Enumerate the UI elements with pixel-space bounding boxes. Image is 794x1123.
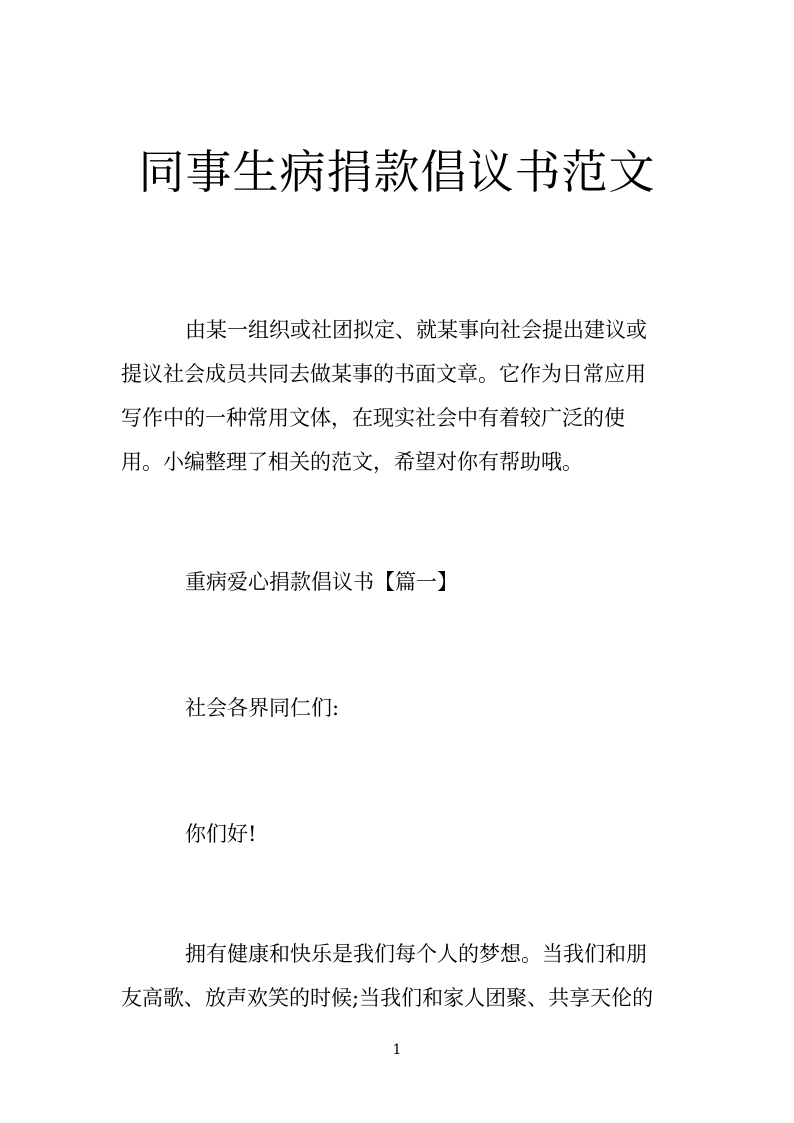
greeting: 你们好!	[185, 822, 257, 846]
section-heading: 重病爱心捐款倡议书【篇一】	[185, 570, 458, 594]
salutation: 社会各界同仁们:	[185, 696, 340, 720]
intro-paragraph: 由某一组织或社团拟定、就某事向社会提出建议或提议社会成员共同去做某事的书面文章。它作为日常应用写作中的一种常用文体，在现实社会中有着较广泛的使用。小编整理了相关的范文，希望对你有帮助哦。	[121, 318, 647, 474]
document-title: 同事生病捐款倡议书范文	[138, 145, 656, 199]
body-paragraph: 拥有健康和快乐是我们每个人的梦想。当我们和朋友高歌、放声欢笑的时候;当我们和家人团聚、共享天伦的	[121, 942, 654, 1010]
page-number: 1	[392, 1042, 402, 1058]
